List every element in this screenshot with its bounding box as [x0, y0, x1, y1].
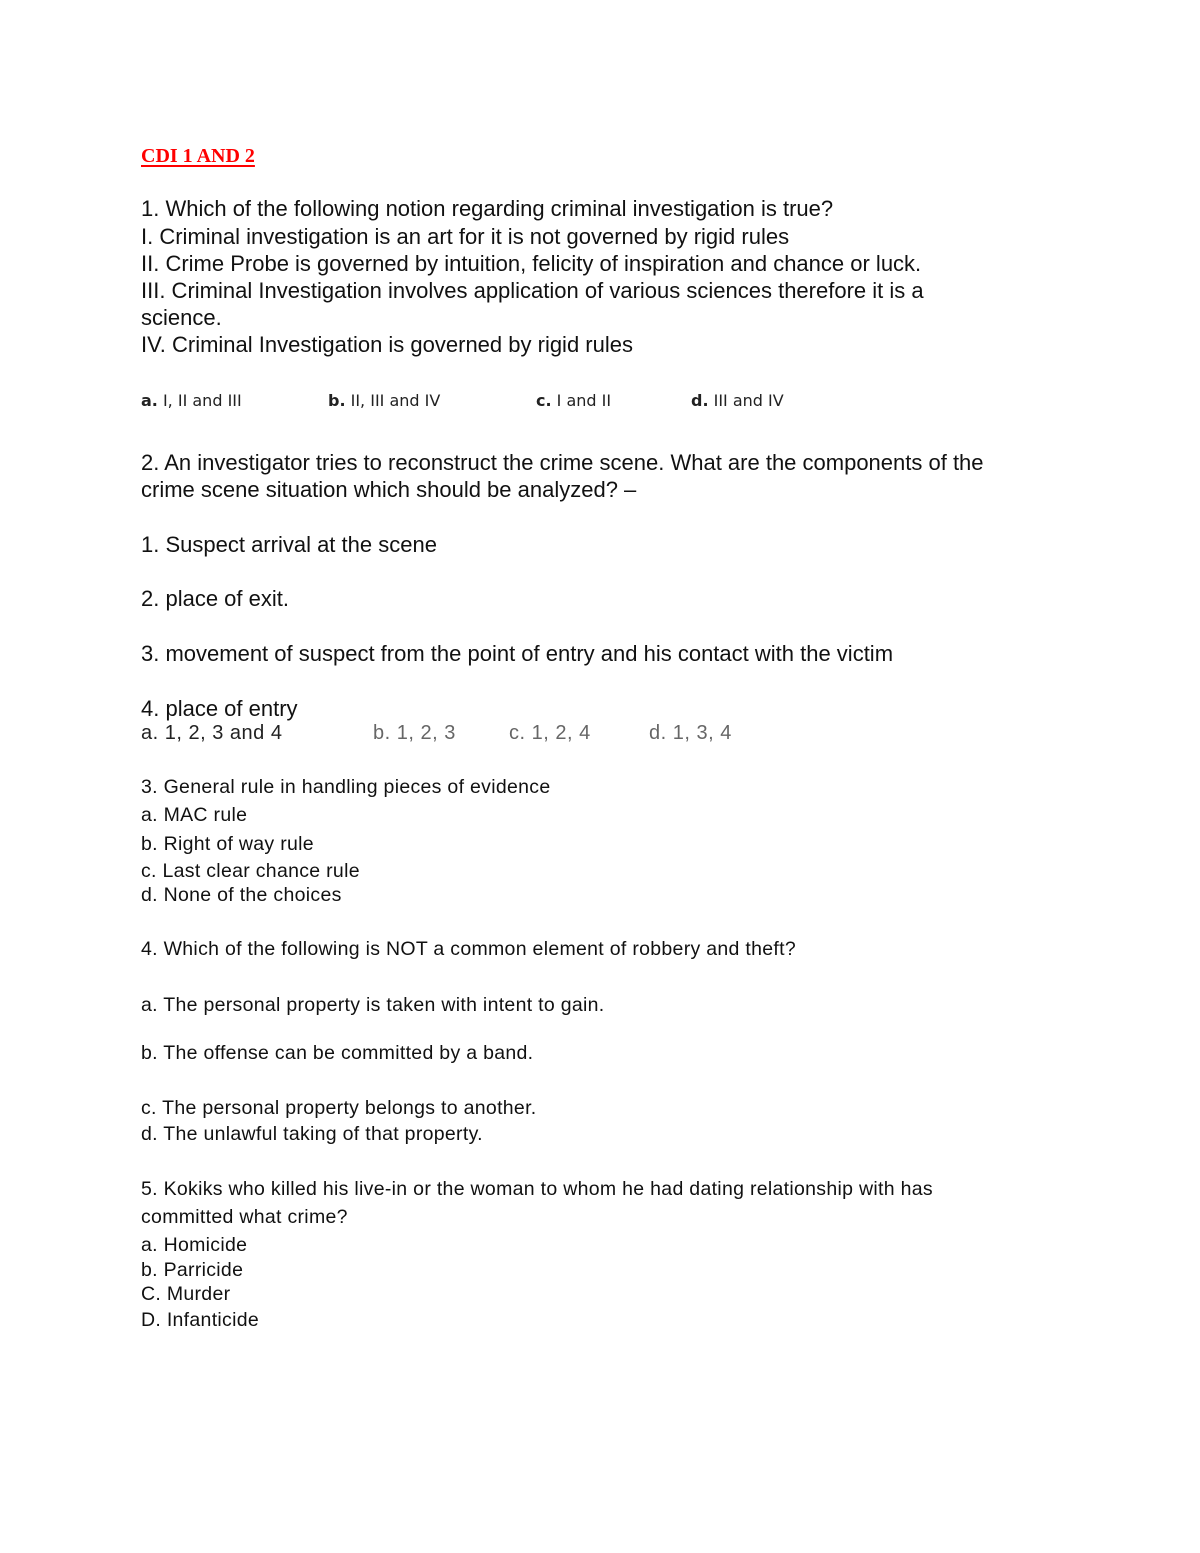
- question-3-choice-c: c. Last clear chance rule: [141, 860, 360, 882]
- question-1-item-3-cont: science.: [141, 305, 222, 330]
- choice-b: b. II, III and IV: [328, 391, 441, 410]
- question-1-item-4: IV. Criminal Investigation is governed by rigid rules: [141, 332, 633, 357]
- question-2-item-4: 4. place of entry: [141, 696, 298, 721]
- question-4-choice-b: b. The offense can be committed by a band.: [141, 1042, 534, 1064]
- question-2-item-1: 1. Suspect arrival at the scene: [141, 532, 437, 557]
- question-4-stem: 4. Which of the following is NOT a common element of robbery and theft?: [141, 938, 797, 960]
- question-1-item-1: I. Criminal investigation is an art for it is not governed by rigid rules: [141, 224, 790, 249]
- choice-a: a. 1, 2, 3 and 4: [141, 722, 283, 744]
- question-2-stem-line-2: crime scene situation which should be analyzed? –: [141, 477, 637, 502]
- question-1-item-2: II. Crime Probe is governed by intuition, felicity of inspiration and chance or luck.: [141, 251, 922, 276]
- question-1-item-3: III. Criminal Investigation involves application of various sciences therefore it is a: [141, 278, 924, 303]
- question-2-item-2: 2. place of exit.: [141, 586, 289, 611]
- question-2-stem-line-1: 2. An investigator tries to reconstruct the crime scene. What are the components of the: [141, 450, 984, 475]
- choice-d: d. III and IV: [691, 391, 784, 410]
- choice-c: c. 1, 2, 4: [509, 722, 591, 744]
- question-5-choice-d: D. Infanticide: [141, 1309, 260, 1331]
- question-3-choice-d: d. None of the choices: [141, 884, 342, 906]
- choice-b: b. 1, 2, 3: [373, 722, 456, 744]
- choice-c: c. I and II: [536, 391, 612, 410]
- question-3-stem: 3. General rule in handling pieces of evidence: [141, 776, 551, 798]
- choice-d: d. 1, 3, 4: [649, 722, 732, 744]
- question-4-choice-d: d. The unlawful taking of that property.: [141, 1123, 483, 1145]
- question-5-choice-b: b. Parricide: [141, 1259, 244, 1281]
- question-5-choice-a: a. Homicide: [141, 1234, 248, 1256]
- choice-a: a. I, II and III: [141, 391, 242, 410]
- question-3-choice-b: b. Right of way rule: [141, 833, 314, 855]
- question-2-item-3: 3. movement of suspect from the point of entry and his contact with the victim: [141, 641, 894, 666]
- question-3-choice-a: a. MAC rule: [141, 804, 248, 826]
- question-5-stem-line-2: committed what crime?: [141, 1206, 348, 1228]
- question-4-choice-a: a. The personal property is taken with intent to gain.: [141, 994, 605, 1016]
- question-1-stem: 1. Which of the following notion regarding criminal investigation is true?: [141, 196, 834, 221]
- question-5-choice-c: C. Murder: [141, 1283, 231, 1305]
- question-5-stem-line-1: 5. Kokiks who killed his live-in or the woman to whom he had dating relationship with has: [141, 1178, 933, 1200]
- question-4-choice-c: c. The personal property belongs to another.: [141, 1097, 537, 1119]
- page-title: CDI 1 AND 2: [141, 145, 255, 167]
